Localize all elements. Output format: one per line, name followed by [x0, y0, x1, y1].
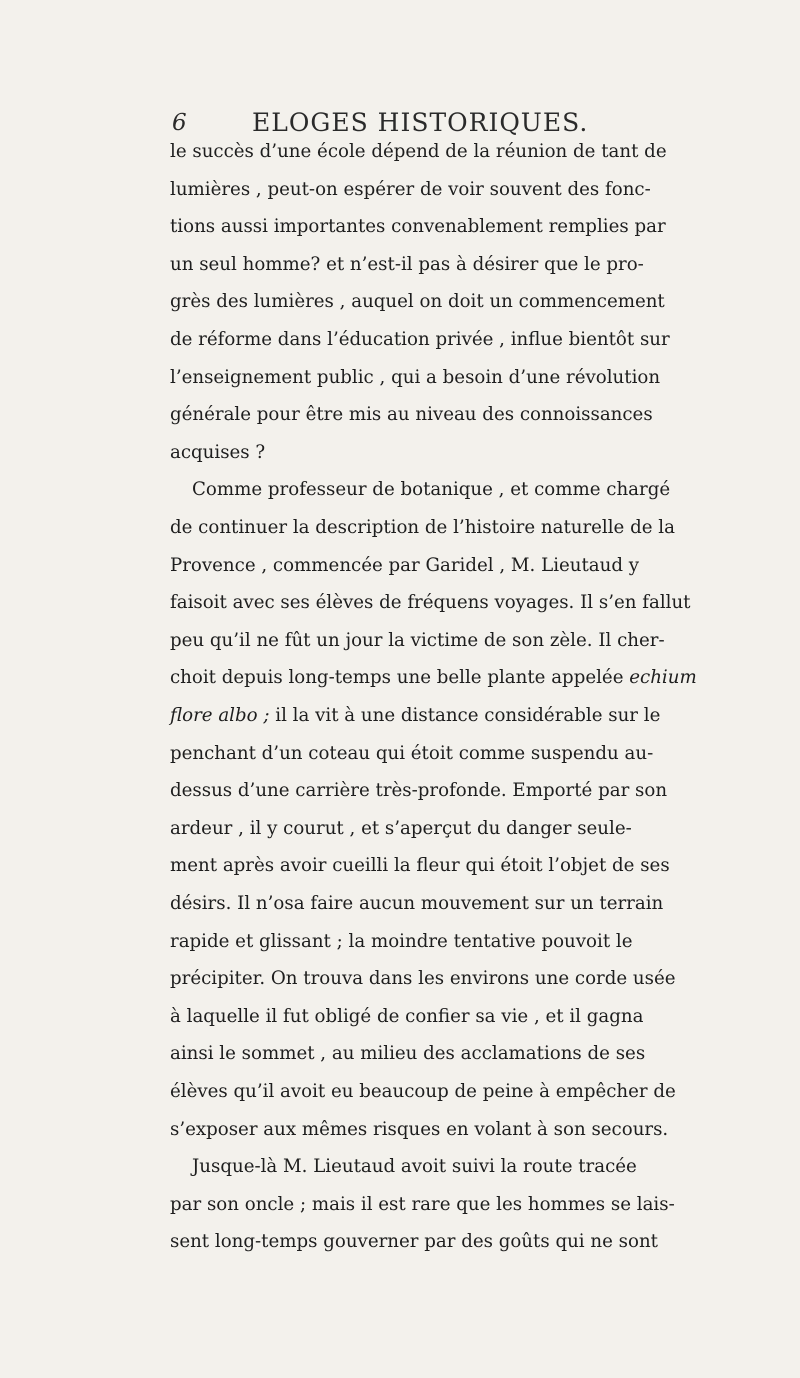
line-text: à laquelle il fut obligé de confier sa vie , et il gagna [170, 1005, 644, 1027]
running-title: ELOGES HISTORIQUES. [252, 108, 589, 137]
text-line [170, 1039, 645, 1069]
line-text: s’exposer aux mêmes risques en volant à son secours. [170, 1118, 669, 1140]
text-line [170, 400, 653, 430]
text-line [170, 927, 633, 957]
text-line [170, 137, 667, 167]
text-line [170, 1227, 658, 1257]
line-text: Provence , commencée par Garidel , M. Lieutaud y [170, 554, 640, 576]
text-line [170, 325, 670, 355]
line-text: ainsi le sommet , au milieu des acclamations de ses [170, 1043, 646, 1065]
line-text: ment après avoir cueilli la fleur qui étoit l’objet de ses [170, 855, 670, 877]
text-line [192, 1152, 637, 1182]
text-line [170, 513, 675, 543]
text-line [170, 588, 691, 618]
line-text: de réforme dans l’éducation privée , influe bientôt sur [170, 329, 670, 350]
text-line [170, 175, 651, 205]
line-text: penchant d’un coteau qui étoit comme suspendu au- [170, 742, 654, 764]
line-text: peu qu’il ne fût un jour la victime de son zèle. Il cher- [170, 629, 665, 651]
line-text: l’enseignement public , qui a besoin d’une révolution [170, 366, 661, 388]
line-text: sent long-temps gouverner par des goûts qui ne sont [170, 1231, 658, 1253]
italic-term: flore albo ; [170, 705, 270, 726]
body-text [170, 137, 770, 1337]
text-line [170, 1077, 676, 1107]
line-text: choit depuis long-temps une belle plante appelée [170, 667, 624, 689]
text-line [170, 551, 639, 581]
text-line [170, 250, 644, 280]
line-text: faisoit avec ses élèves de fréquens voyages. Il s’en fallut [170, 592, 691, 614]
text-line [170, 287, 665, 317]
line-text: Comme professeur de botanique , et comme chargé [192, 479, 671, 501]
line-text: désirs. Il n’osa faire aucun mouvement sur un terrain [170, 893, 664, 914]
line-text: acquises ? [170, 441, 266, 463]
text-line [170, 1115, 668, 1145]
text-line [170, 889, 663, 919]
text-line [170, 701, 660, 731]
line-text: le succès d’une école dépend de la réunion de tant de [170, 141, 667, 162]
text-line [170, 739, 653, 769]
line-text: dessus d’une carrière très-profonde. Emporté par son [170, 780, 668, 802]
text-line [170, 851, 670, 881]
line-text: Jusque-là M. Lieutaud avoit suivi la route tracée [192, 1156, 637, 1178]
text-line [170, 363, 660, 393]
text-line [170, 964, 675, 994]
line-text: ardeur , il y courut , et s’aperçut du danger seule- [170, 817, 632, 839]
text-line [170, 776, 667, 806]
text-line [192, 475, 670, 505]
line-text: rapide et glissant ; la moindre tentative pouvoit le [170, 930, 633, 952]
line-text: de continuer la description de l’histoire naturelle de la [170, 517, 675, 538]
line-text: générale pour être mis au niveau des connoissances [170, 404, 653, 426]
text-line [170, 1002, 643, 1032]
line-text: élèves qu’il avoit eu beaucoup de peine à empêcher de [170, 1081, 676, 1102]
text-line [170, 1190, 675, 1220]
line-text: par son oncle ; mais il est rare que les hommes se lais- [170, 1193, 675, 1215]
text-line [170, 626, 665, 656]
text-line [170, 814, 632, 844]
text-line [170, 212, 666, 242]
text-line [170, 663, 697, 693]
page-number: 6 [172, 110, 188, 136]
line-text: précipiter. On trouva dans les environs une corde usée [170, 968, 676, 990]
italic-term: echium [629, 667, 697, 689]
text-line [170, 438, 265, 468]
line-text: grès des lumières , auquel on doit un commencement [170, 291, 665, 313]
line-text: lumières , peut-on espérer de voir souvent des fonc- [170, 178, 651, 200]
line-text: tions aussi importantes convenablement remplies par [170, 216, 666, 238]
line-text: un seul homme? et n’est-il pas à désirer que le pro- [170, 253, 644, 275]
line-text: il la vit à une distance considérable sur le [269, 705, 661, 726]
